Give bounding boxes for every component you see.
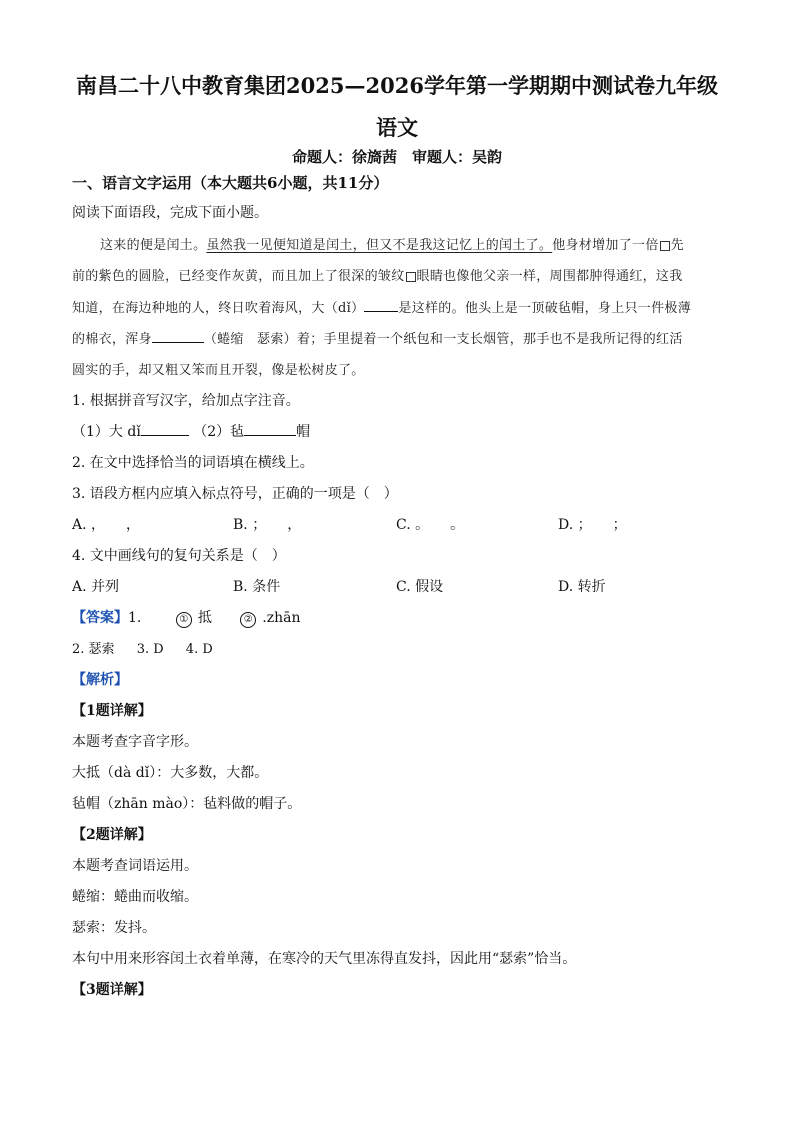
passage-line-5: 圆实的手，却又粗又笨而且开裂，像是松树皮了。 (72, 363, 365, 378)
punctuation-box (660, 241, 670, 251)
detail-3-heading: 【3题详解】 (72, 982, 152, 998)
q1-part-1: （1）大 dǐ (72, 424, 141, 440)
question-1-parts (72, 421, 310, 441)
passage-text: 知道，在海边种地的人，终日吹着海风，大（dǐ） (72, 301, 365, 316)
passage-text: 这来的便是闰土。 (100, 238, 207, 253)
q1-part-2-end: 帽 (296, 424, 311, 440)
passage-text: （蜷缩 瑟索）着；手里提着一个纸包和一支长烟管，那手也不是我所记得的红活 (203, 332, 683, 347)
answer-q1-number: 1. (128, 610, 142, 626)
underlined-sentence: 虽然我一见便知道是闰土，但又不是我这记忆上的闰土了。 (206, 238, 553, 253)
answer-label: 【答案】 (72, 610, 128, 626)
question-2: 2. 在文中选择恰当的词语填在横线上。 (72, 455, 314, 471)
passage-text: 他身材增加了一倍 (552, 238, 659, 253)
detail-1-line-2: 大抵（dà dǐ）：大多数，大都。 (72, 765, 269, 781)
passage-line-1 (100, 234, 684, 253)
passage-text: 眼睛也像他父亲一样，周围都肿得通红，这我 (416, 269, 683, 284)
page-title: 南昌二十八中教育集团2025—2026学年第一学期期中测试卷九年级 (76, 73, 718, 98)
detail-2-line-4: 本句中用来形容闰土衣着单薄，在寒冷的天气里冻得直发抖，因此用“瑟索”恰当。 (72, 951, 577, 967)
q3-option-c: C. 。 。 (396, 517, 465, 533)
subject-title: 语文 (376, 115, 418, 140)
instruction-text: 阅读下面语段，完成下面小题。 (72, 205, 268, 221)
fill-blank (364, 297, 398, 312)
answer-rest (72, 638, 213, 657)
q3-option-d: D. ； ； (558, 517, 627, 533)
answer-q3: 3. D (136, 642, 164, 657)
question-3: 3. 语段方框内应填入标点符号，正确的一项是（ ） (72, 486, 398, 502)
passage-line-4 (72, 328, 683, 347)
passage-text: 是这样的。他头上是一顶破毡帽，身上只一件极薄 (398, 301, 691, 316)
passage-text: 先 (670, 238, 684, 253)
fill-blank (152, 328, 204, 343)
fill-blank (141, 421, 189, 436)
answer-q4: 4. D (185, 642, 213, 657)
detail-1-line-1: 本题考查字音字形。 (72, 734, 198, 750)
passage-text: 前的紫色的圆脸，已经变作灰黄，而且加上了很深的皱纹 (72, 269, 405, 284)
detail-2-heading: 【2题详解】 (72, 827, 152, 843)
detail-2-line-2: 蜷缩：蜷曲而收缩。 (72, 889, 198, 905)
passage-text: 的棉衣，浑身 (72, 332, 152, 347)
q4-option-a: A. 并列 (72, 579, 120, 595)
analysis-label: 【解析】 (72, 672, 128, 688)
q1-part-2: （2）毡 (193, 424, 245, 440)
q4-option-d: D. 转折 (558, 579, 606, 595)
punctuation-box (406, 272, 416, 282)
detail-1-line-3: 毡帽（zhān mào）：毡料做的帽子。 (72, 796, 302, 812)
question-1: 1. 根据拼音写汉字，给加点字注音。 (72, 393, 300, 409)
q4-option-b: B. 条件 (233, 579, 281, 595)
passage-line-2 (72, 265, 683, 284)
q4-option-c: C. 假设 (396, 579, 444, 595)
section-heading: 一、语言文字运用（本大题共6小题，共11分） (72, 174, 389, 192)
passage-line-3 (72, 297, 691, 316)
answer-q1-2: .zhān (262, 610, 301, 626)
q3-option-b: B. ； ， (233, 517, 302, 533)
detail-2-line-3: 瑟索：发抖。 (72, 920, 156, 936)
detail-1-heading: 【1题详解】 (72, 703, 152, 719)
answer-q1-1: 抵 (197, 610, 212, 626)
fill-blank (244, 421, 296, 436)
circle-number-2: ② (240, 612, 256, 628)
answer-line (72, 607, 300, 628)
q3-option-a: A. ， ， (72, 517, 141, 533)
answer-q2: 2. 瑟索 (72, 642, 115, 657)
detail-2-line-1: 本题考查词语运用。 (72, 858, 198, 874)
question-4: 4. 文中画线句的复句关系是（ ） (72, 548, 286, 564)
authors-line: 命题人：徐旖茜 审题人：吴韵 (291, 148, 502, 166)
circle-number-1: ① (176, 612, 192, 628)
